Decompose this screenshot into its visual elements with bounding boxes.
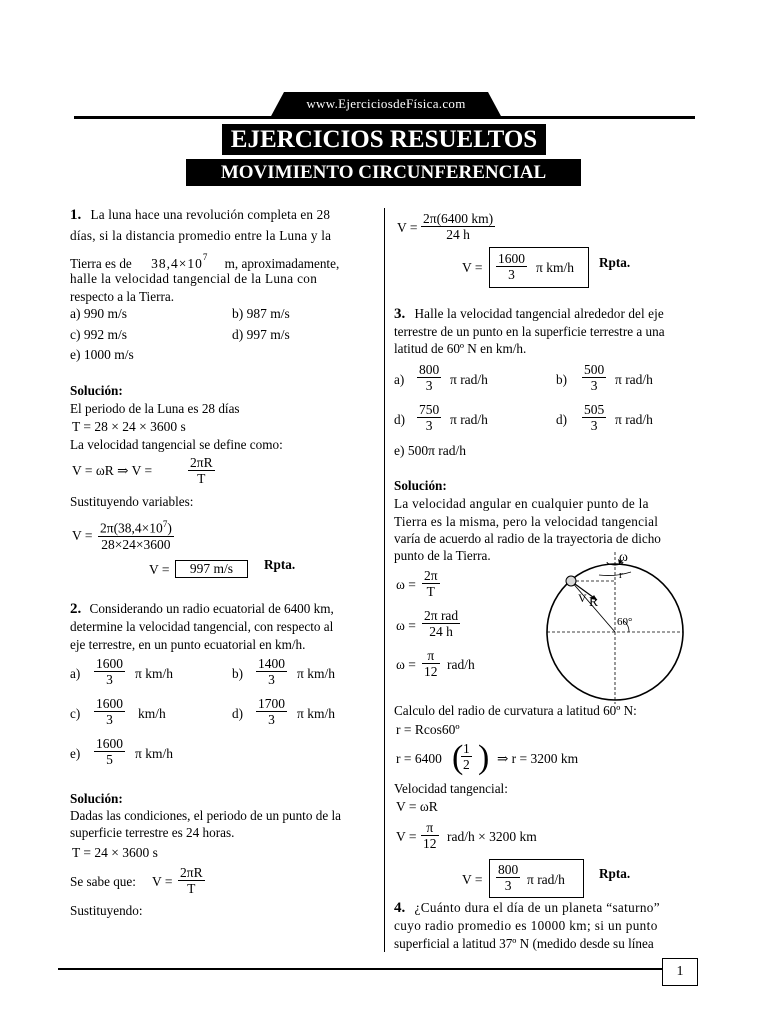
solution-text: El periodo de la Luna es 28 días: [70, 401, 240, 416]
solution-text: Sustituyendo:: [70, 903, 143, 918]
numerator: 2πR: [190, 455, 213, 470]
problem-text: determine la velocidad tangencial, con respecto al: [70, 619, 334, 634]
option-b: b) 987 m/s: [232, 306, 290, 321]
option-unit: π rad/h: [615, 372, 653, 387]
option-label: e): [70, 746, 81, 761]
option-unit: π km/h: [135, 746, 173, 761]
rpta-label: Rpta.: [264, 557, 296, 572]
solution-text: La velocidad tangencial se define como:: [70, 437, 283, 452]
problem-number: 2.: [70, 601, 82, 617]
radius-small-label: r: [619, 569, 623, 581]
velocity-definition: V = ωR ⇒ V =: [72, 463, 153, 478]
denominator: T: [197, 471, 206, 486]
option-unit: π rad/h: [450, 372, 488, 387]
option-unit: π km/h: [297, 666, 335, 681]
omega-label: ω =: [396, 577, 416, 592]
answer-label: V =: [462, 260, 483, 275]
option-unit: π rad/h: [450, 412, 488, 427]
option-e: e) 500π rad/h: [394, 443, 467, 458]
answer-label: V =: [149, 562, 170, 577]
equation-label: V =: [152, 874, 173, 889]
velocity-fraction: $\frac{\pi}{12}$: [423, 820, 437, 851]
answer-fraction: $\frac{800}{3}$: [498, 862, 519, 893]
fraction: $\frac{2\pi(6400 km)}{24 h}$: [423, 211, 494, 242]
option-d-fraction: $\frac{750}{3}$: [419, 402, 440, 433]
option-label: c): [70, 706, 81, 721]
substitution-label: V =: [72, 528, 93, 543]
problem-text: superficial a latitud 37º N (medido desde su línea: [394, 936, 654, 951]
option-unit: π km/h: [297, 706, 335, 721]
rpta-label: Rpta.: [599, 866, 631, 881]
half-fraction: $\frac{1}{2}$: [463, 741, 470, 772]
problem-text: Halle la velocidad tangencial alrededor del eje: [414, 306, 664, 321]
problem-text: La luna hace una revolución completa en 28: [90, 207, 331, 222]
solution-text: Se sabe que:: [70, 874, 136, 889]
option-c: c) 992 m/s: [70, 327, 127, 342]
omega-unit: rad/h: [447, 657, 475, 672]
option-a-fraction: $\frac{1600}{3}$: [96, 656, 123, 687]
problem-text: Tierra es de: [70, 256, 132, 271]
velocity-equation: V = ωR: [396, 799, 438, 814]
distance-value: 38,4×10: [151, 256, 203, 271]
option-unit: π km/h: [135, 666, 173, 681]
solution-title: Solución:: [70, 791, 123, 806]
page-subtitle: MOVIMIENTO CIRCUNFERENCIAL: [186, 159, 581, 186]
paren-close: ): [478, 739, 490, 776]
problem-text: m, aproximadamente,: [224, 256, 340, 271]
option-c-fraction: $\frac{1600}{3}$: [96, 696, 123, 727]
rpta-label: Rpta.: [599, 255, 631, 270]
option-label: d): [556, 412, 567, 427]
solution-title: Solución:: [394, 478, 447, 493]
angle-label: 60°: [617, 616, 633, 628]
option-d-fraction: $\frac{1700}{3}$: [258, 696, 285, 727]
problem-text: eje terrestre, en un punto ecuatorial en km/h.: [70, 637, 306, 652]
option-label: d): [232, 706, 243, 721]
solution-text: superficie terrestre es 24 horas.: [70, 825, 235, 840]
fraction: $\frac{2\pi R}{T}$: [180, 865, 203, 896]
page-title: EJERCICIOS RESUELTOS: [222, 124, 546, 155]
omega-fraction: 2π rad 24 h: [424, 608, 459, 639]
problem-text: halle la velocidad tangencial de la Luna con: [70, 271, 318, 286]
answer-label: V =: [462, 872, 483, 887]
radius-label: R: [589, 594, 599, 609]
solution-text: Sustituyendo variables:: [70, 494, 194, 509]
omega-label: ω =: [396, 618, 416, 633]
option-b-fraction: $\frac{1400}{3}$: [258, 656, 285, 687]
problem-text: terrestre de un punto en la superficie terrestre a una: [394, 324, 665, 339]
problem-text: latitud de 60º N en km/h.: [394, 341, 527, 356]
radius-result: ⇒ r = 3200 km: [497, 751, 579, 766]
answer-unit: π km/h: [536, 260, 574, 275]
omega-fraction: $\frac{2\pi}{T}$: [424, 568, 438, 599]
page-number: 1: [662, 958, 698, 986]
answer-fraction: $\frac{1600}{3}$: [498, 251, 525, 282]
numerator: $2\pi(38,4\times 10^7)$: [100, 519, 172, 536]
problem-text: respecto a la Tierra.: [70, 289, 174, 304]
denominator: 28×24×3600: [101, 536, 171, 552]
velocity-label: V: [578, 591, 587, 605]
problem-text: cuyo radio promedio es 10000 km; si un punto: [394, 918, 658, 933]
option-a: a) 990 m/s: [70, 306, 127, 321]
answer-unit: π rad/h: [527, 872, 565, 887]
problem-number: 4.: [394, 900, 406, 916]
option-label: b): [556, 372, 567, 387]
option-b-fraction: $\frac{500}{3}$: [584, 362, 605, 393]
period-equation: T = 28 × 24 × 3600 s: [72, 419, 186, 434]
omega-label: ω =: [396, 657, 416, 672]
option-e: e) 1000 m/s: [70, 347, 134, 362]
option-label: a): [394, 372, 405, 387]
header-rule: [74, 116, 695, 119]
solution-text: La velocidad angular en cualquier punto de la: [394, 496, 649, 511]
option-label: d): [394, 412, 405, 427]
omega-symbol: ω: [619, 549, 628, 564]
option-e-fraction: $\frac{1600}{5}$: [96, 736, 123, 767]
problem-number: 3.: [394, 306, 406, 322]
solution-text: Calculo del radio de curvatura a latitud 60º N:: [394, 703, 637, 718]
site-url: www.EjerciciosdeFísica.com: [306, 96, 466, 111]
earth-diagram: [537, 548, 693, 704]
problem-text: Considerando un radio ecuatorial de 6400 km,: [89, 601, 334, 616]
answer-box: 997 m/s: [175, 560, 248, 578]
option-d: d) 997 m/s: [232, 327, 290, 342]
footer-rule: [58, 968, 662, 970]
paren-open: (: [452, 739, 464, 776]
solution-text: punto de la Tierra.: [394, 548, 491, 563]
problem-text: días, si la distancia promedio entre la Luna y la: [70, 228, 332, 243]
problem-text-line: [70, 249, 339, 272]
fraction: [98, 517, 174, 552]
radius-equation: r = 6400: [396, 751, 442, 766]
solution-text: Dadas las condiciones, el periodo de un punto de la: [70, 808, 342, 823]
distance-exponent: 7: [202, 252, 208, 262]
radius-equation: r = Rcos60º: [396, 722, 460, 737]
solution-text: Velocidad tangencial:: [394, 781, 508, 796]
period-equation: T = 24 × 3600 s: [72, 845, 158, 860]
column-divider: [384, 208, 385, 952]
velocity-product: rad/h × 3200 km: [447, 829, 537, 844]
site-banner: [270, 92, 502, 118]
omega-fraction: $\frac{\pi}{12}$: [424, 648, 438, 679]
option-unit: km/h: [138, 706, 166, 721]
option-unit: π rad/h: [615, 412, 653, 427]
equation-label: V =: [397, 220, 418, 235]
problem-text: ¿Cuánto dura el día de un planeta “saturno”: [414, 900, 660, 915]
option-a-fraction: $\frac{800}{3}$: [419, 362, 440, 393]
option-d2-fraction: $\frac{505}{3}$: [584, 402, 605, 433]
fraction: [188, 455, 215, 486]
problem-number: 1.: [70, 207, 82, 223]
option-label: a): [70, 666, 81, 681]
solution-text: Tierra es la misma, pero la velocidad tangencial: [394, 514, 659, 529]
solution-text: varía de acuerdo al radio de la trayectoria de dicho: [394, 531, 661, 546]
velocity-label: V =: [396, 829, 417, 844]
option-label: b): [232, 666, 243, 681]
solution-title: Solución:: [70, 383, 123, 398]
